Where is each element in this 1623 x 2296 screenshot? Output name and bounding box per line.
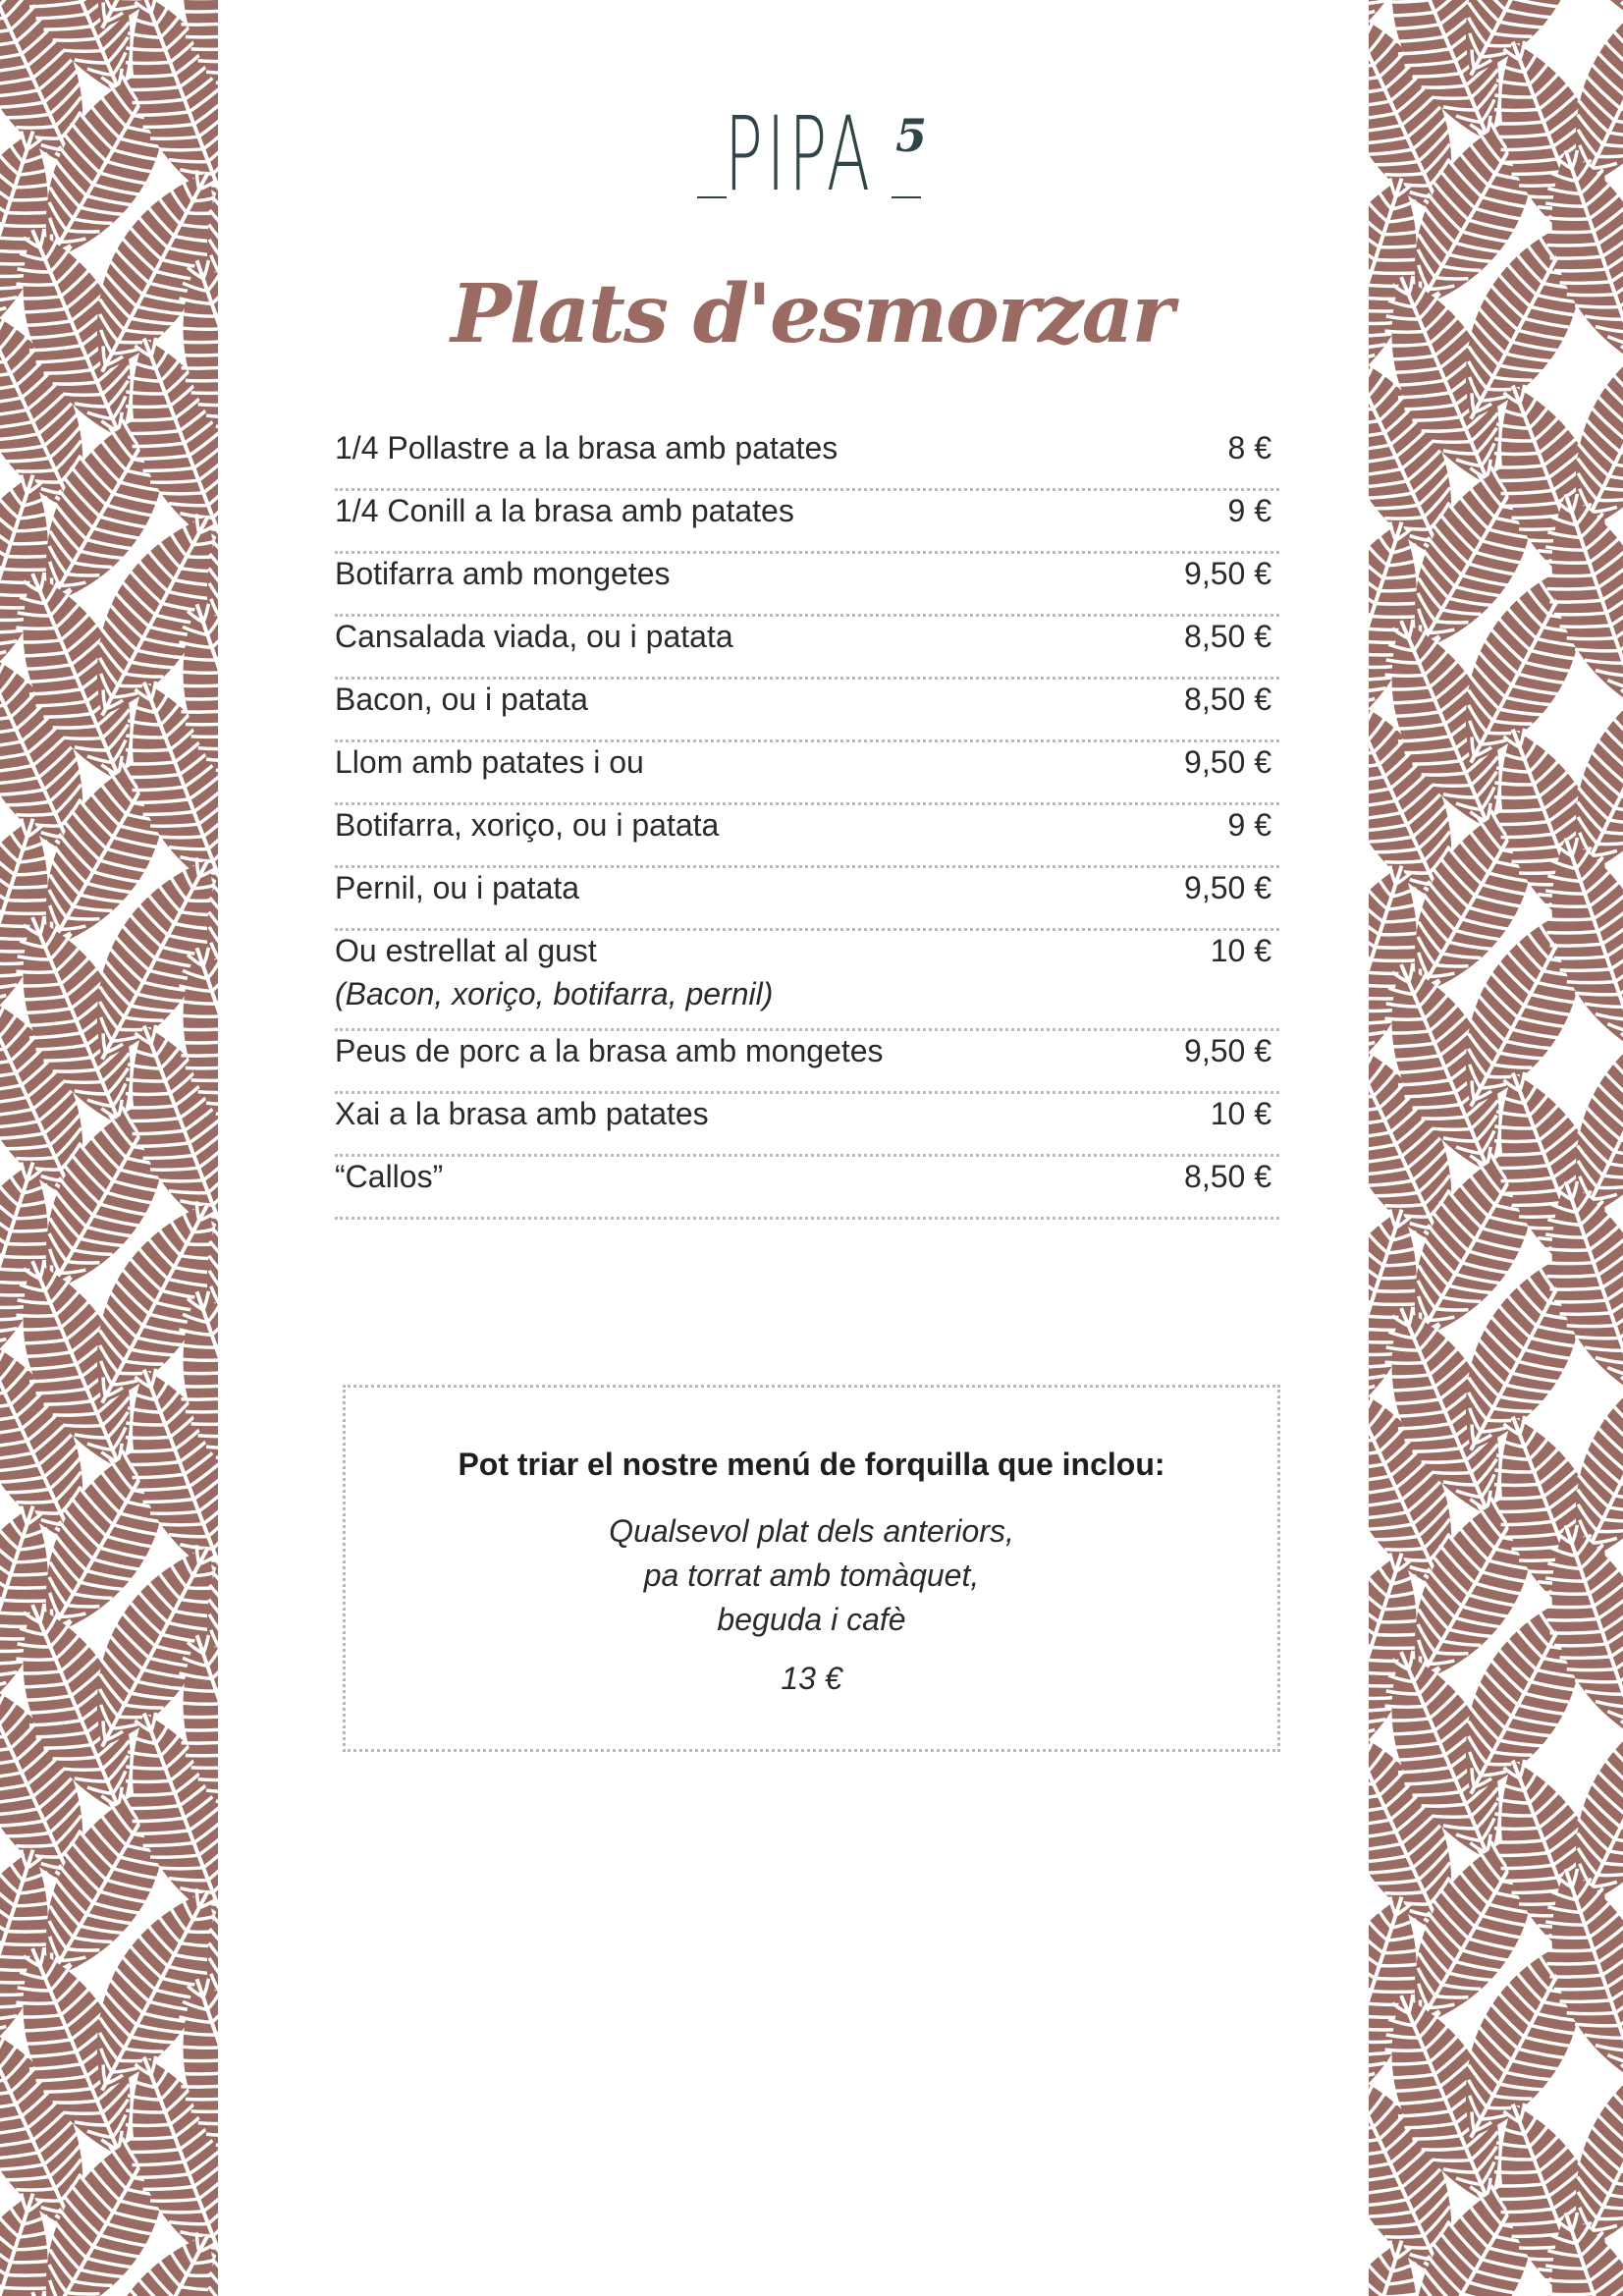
menu-item: [335, 1031, 1279, 1094]
page-title: Plats d'esmorzar: [451, 267, 1172, 361]
brand-logo: [687, 94, 943, 250]
item-price: 9 €: [1227, 493, 1271, 528]
item-price: 8,50 €: [1184, 682, 1271, 717]
item-name: 1/4 Conill a la brasa amb patates: [335, 493, 794, 528]
item-name: Peus de porc a la brasa amb mongetes: [335, 1033, 884, 1068]
logo-number: 5: [895, 109, 928, 162]
item-name: Bacon, ou i patata: [335, 682, 588, 717]
menu-item: [335, 491, 1279, 554]
logo-rule-left: [697, 196, 727, 198]
item-note: (Bacon, xoriço, botifarra, pernil): [335, 976, 774, 1011]
menu-item: [335, 554, 1279, 617]
item-name: Llom amb patates i ou: [335, 744, 644, 780]
fork-menu-line: pa torrat amb tomàquet,: [643, 1558, 980, 1593]
menu-item: [335, 1157, 1279, 1220]
item-price: 9 €: [1227, 807, 1271, 843]
menu-list: [335, 428, 1279, 1220]
item-name: Cansalada viada, ou i patata: [335, 619, 733, 654]
item-name: Botifarra, xoriço, ou i patata: [335, 807, 720, 843]
menu-item: [335, 868, 1279, 931]
item-name: Xai a la brasa amb patates: [335, 1096, 709, 1131]
item-price: 9,50 €: [1184, 744, 1271, 780]
fork-menu-heading: Pot triar el nostre menú de forquilla que inclou:: [458, 1447, 1165, 1482]
logo-wordmark: PIPA: [725, 94, 874, 214]
item-name: Ou estrellat al gust: [335, 933, 597, 968]
item-price: 8,50 €: [1184, 619, 1271, 654]
item-name: Botifarra amb mongetes: [335, 556, 671, 591]
menu-item: [335, 617, 1279, 680]
menu-item: [335, 742, 1279, 805]
item-price: 9,50 €: [1184, 1033, 1271, 1068]
item-price: 8 €: [1227, 430, 1271, 465]
item-name: 1/4 Pollastre a la brasa amb patates: [335, 430, 839, 465]
item-name: “Callos”: [335, 1159, 444, 1194]
item-price: 9,50 €: [1184, 870, 1271, 905]
menu-item: [335, 680, 1279, 742]
fork-menu-line: Qualsevol plat dels anteriors,: [609, 1513, 1014, 1549]
fork-menu-box: [343, 1385, 1280, 1752]
fork-menu-price: 13 €: [781, 1661, 842, 1696]
menu-item: [335, 1094, 1279, 1157]
menu-item: [335, 931, 1279, 1031]
fork-menu-line: beguda i cafè: [717, 1602, 906, 1637]
logo-rule-right: [892, 196, 921, 198]
item-price: 9,50 €: [1184, 556, 1271, 591]
item-price: 10 €: [1210, 1096, 1271, 1131]
item-price: 10 €: [1210, 933, 1271, 968]
item-name: Pernil, ou i patata: [335, 870, 580, 905]
menu-item: [335, 805, 1279, 868]
menu-item: [335, 428, 1279, 491]
item-price: 8,50 €: [1184, 1159, 1271, 1194]
